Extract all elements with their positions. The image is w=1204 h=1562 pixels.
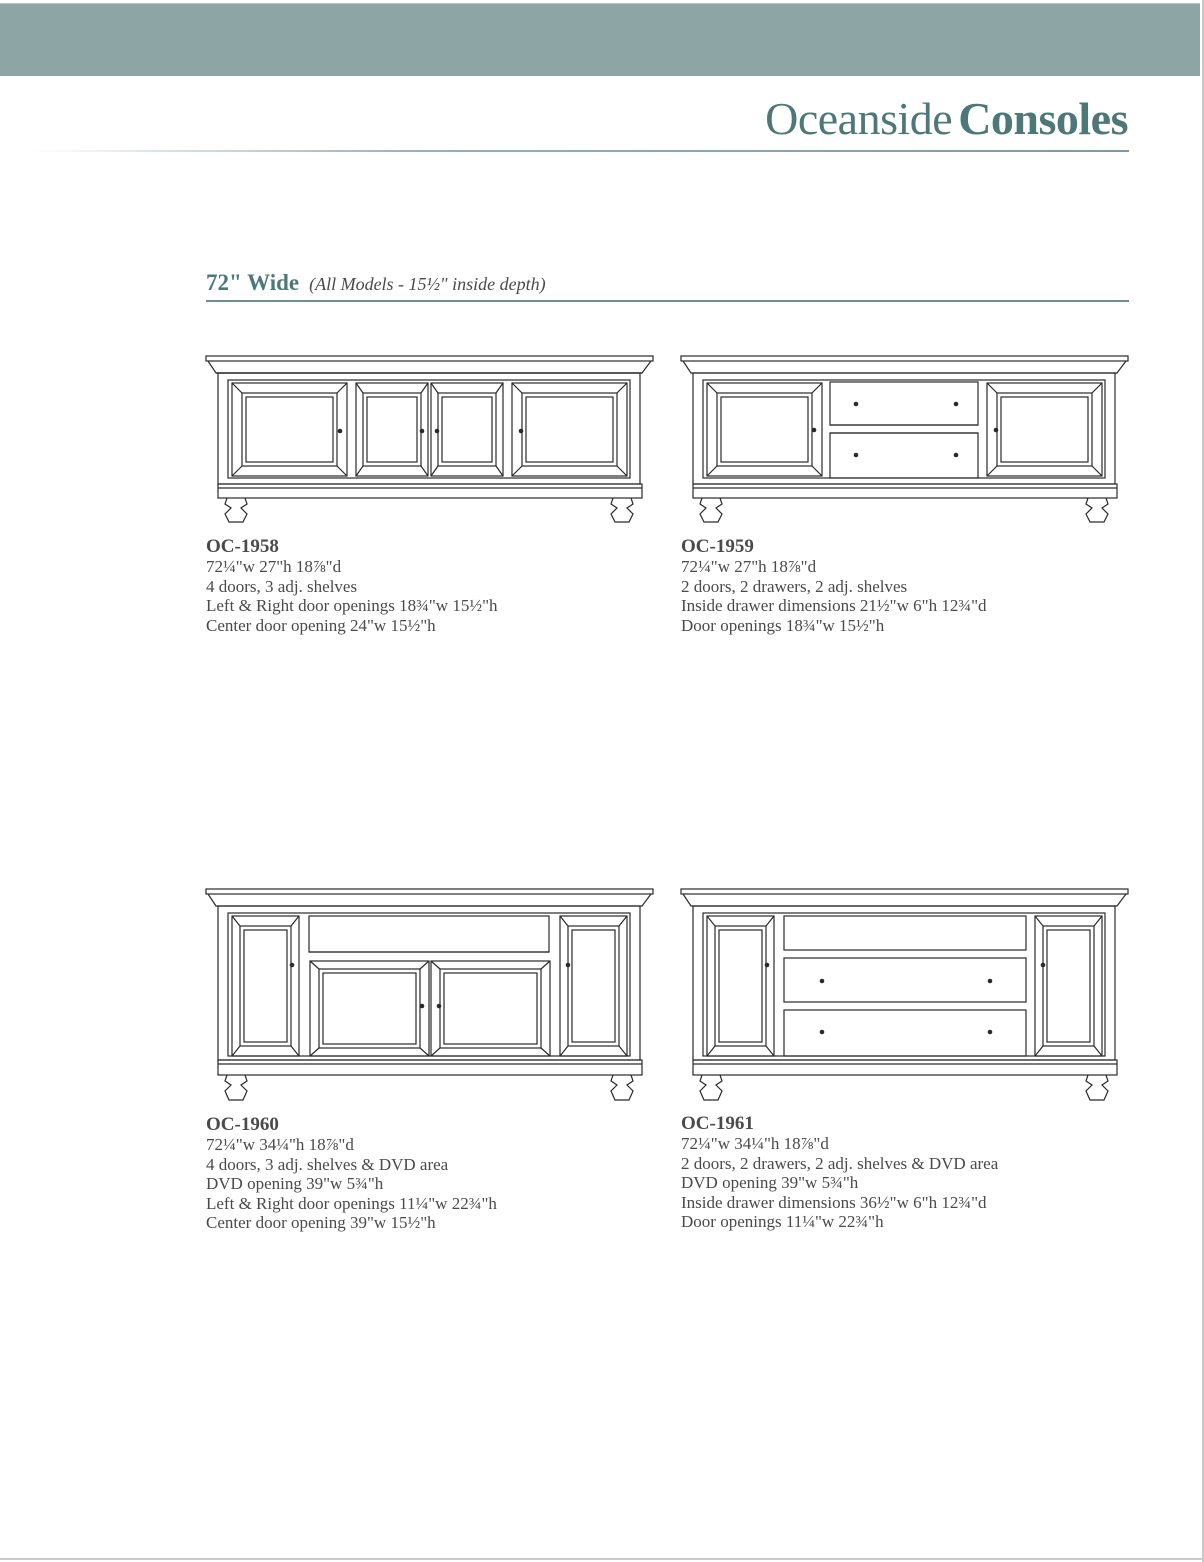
model-number: OC-1960 [206,1114,279,1135]
spec-line: Left & Right door openings 18¾"w 15½"h [206,596,498,615]
spec-line: DVD opening 39"w 5¾"h [206,1174,384,1193]
spec-line: 4 doors, 3 adj. shelves & DVD area [206,1154,449,1174]
feet [700,498,1108,522]
dvd-area [309,916,549,952]
spec-line: Inside drawer dimensions 21½"w 6"h 12¾"d [681,596,987,615]
cabinet-body [693,906,1115,1060]
section-rule [206,300,1129,302]
console-base [218,484,642,498]
spec-line: Door openings 11¼"w 22¾"h [681,1212,884,1231]
spec-line: Left & Right door openings 11¼"w 22¾"h [206,1193,497,1213]
cabinet-body [218,373,640,484]
spec-oc-1960 [206,1115,666,1233]
spec-oc-1961 [681,1114,1141,1232]
door-right-tall [1035,916,1102,1056]
door-left-tall [232,916,299,1056]
page-edge-bottom [0,1558,1204,1560]
door-right-tall [560,916,627,1056]
spec-line: Center door opening 39"w 15½"h [206,1213,436,1232]
header-band [0,3,1200,76]
door-left [232,383,347,476]
console-top [681,889,1128,906]
door-center-right [431,383,503,476]
spec-dimensions: 72¼"w 34¼"h 18⅞"d [681,1134,829,1153]
drawing-oc-1960 [205,885,657,1107]
model-number: OC-1958 [206,536,279,557]
door-center-left [356,383,428,476]
knobs [812,402,999,458]
door-center-left [310,961,429,1056]
door-right [512,383,627,476]
door-left-tall [707,916,774,1056]
spec-line: 2 doors, 2 drawers, 2 adj. shelves [681,576,908,596]
console-top [206,356,653,373]
door-right [987,383,1102,476]
spec-line: 2 doors, 2 drawers, 2 adj. shelves & DVD area [681,1153,999,1173]
dvd-area [784,916,1026,950]
feet [700,1075,1108,1100]
spec-line: DVD opening 39"w 5¾"h [681,1173,859,1192]
door-center-right [431,961,550,1056]
title-bold: Consoles [958,93,1128,144]
door-left [707,383,822,476]
drawing-oc-1959 [680,352,1132,528]
spec-dimensions: 72¼"w 27"h 18⅞"d [681,557,817,576]
section-width-label: 72" Wide [206,270,300,295]
title-rule [28,150,1129,152]
spec-line: Center door opening 24"w 15½"h [206,615,436,635]
drawing-oc-1961 [680,885,1132,1107]
feet [225,498,633,522]
console-top [206,889,653,906]
console-base [693,1060,1117,1075]
section-note: (All Models - 15½" inside depth) [309,274,546,294]
spec-line: Door openings 18¾"w 15½"h [681,615,885,635]
section-heading [206,270,546,296]
title-regular: Oceanside [765,93,953,144]
knobs [765,963,1046,1035]
drawing-oc-1958 [205,352,657,528]
spec-line: Inside drawer dimensions 36½"w 6"h 12¾"d [681,1192,987,1212]
spec-oc-1958 [206,537,666,635]
model-number: OC-1959 [681,536,754,557]
feet [225,1075,633,1100]
console-top [681,356,1128,373]
spec-line: 4 doors, 3 adj. shelves [206,576,358,596]
spec-dimensions: 72¼"w 34¼"h 18⅞"d [206,1135,354,1154]
spec-oc-1959 [681,537,1141,635]
model-number: OC-1961 [681,1113,754,1134]
page-title [765,92,1128,145]
console-base [693,484,1117,498]
console-base [218,1060,642,1075]
cabinet-body [693,373,1115,484]
spec-dimensions: 72¼"w 27"h 18⅞"d [206,557,342,576]
